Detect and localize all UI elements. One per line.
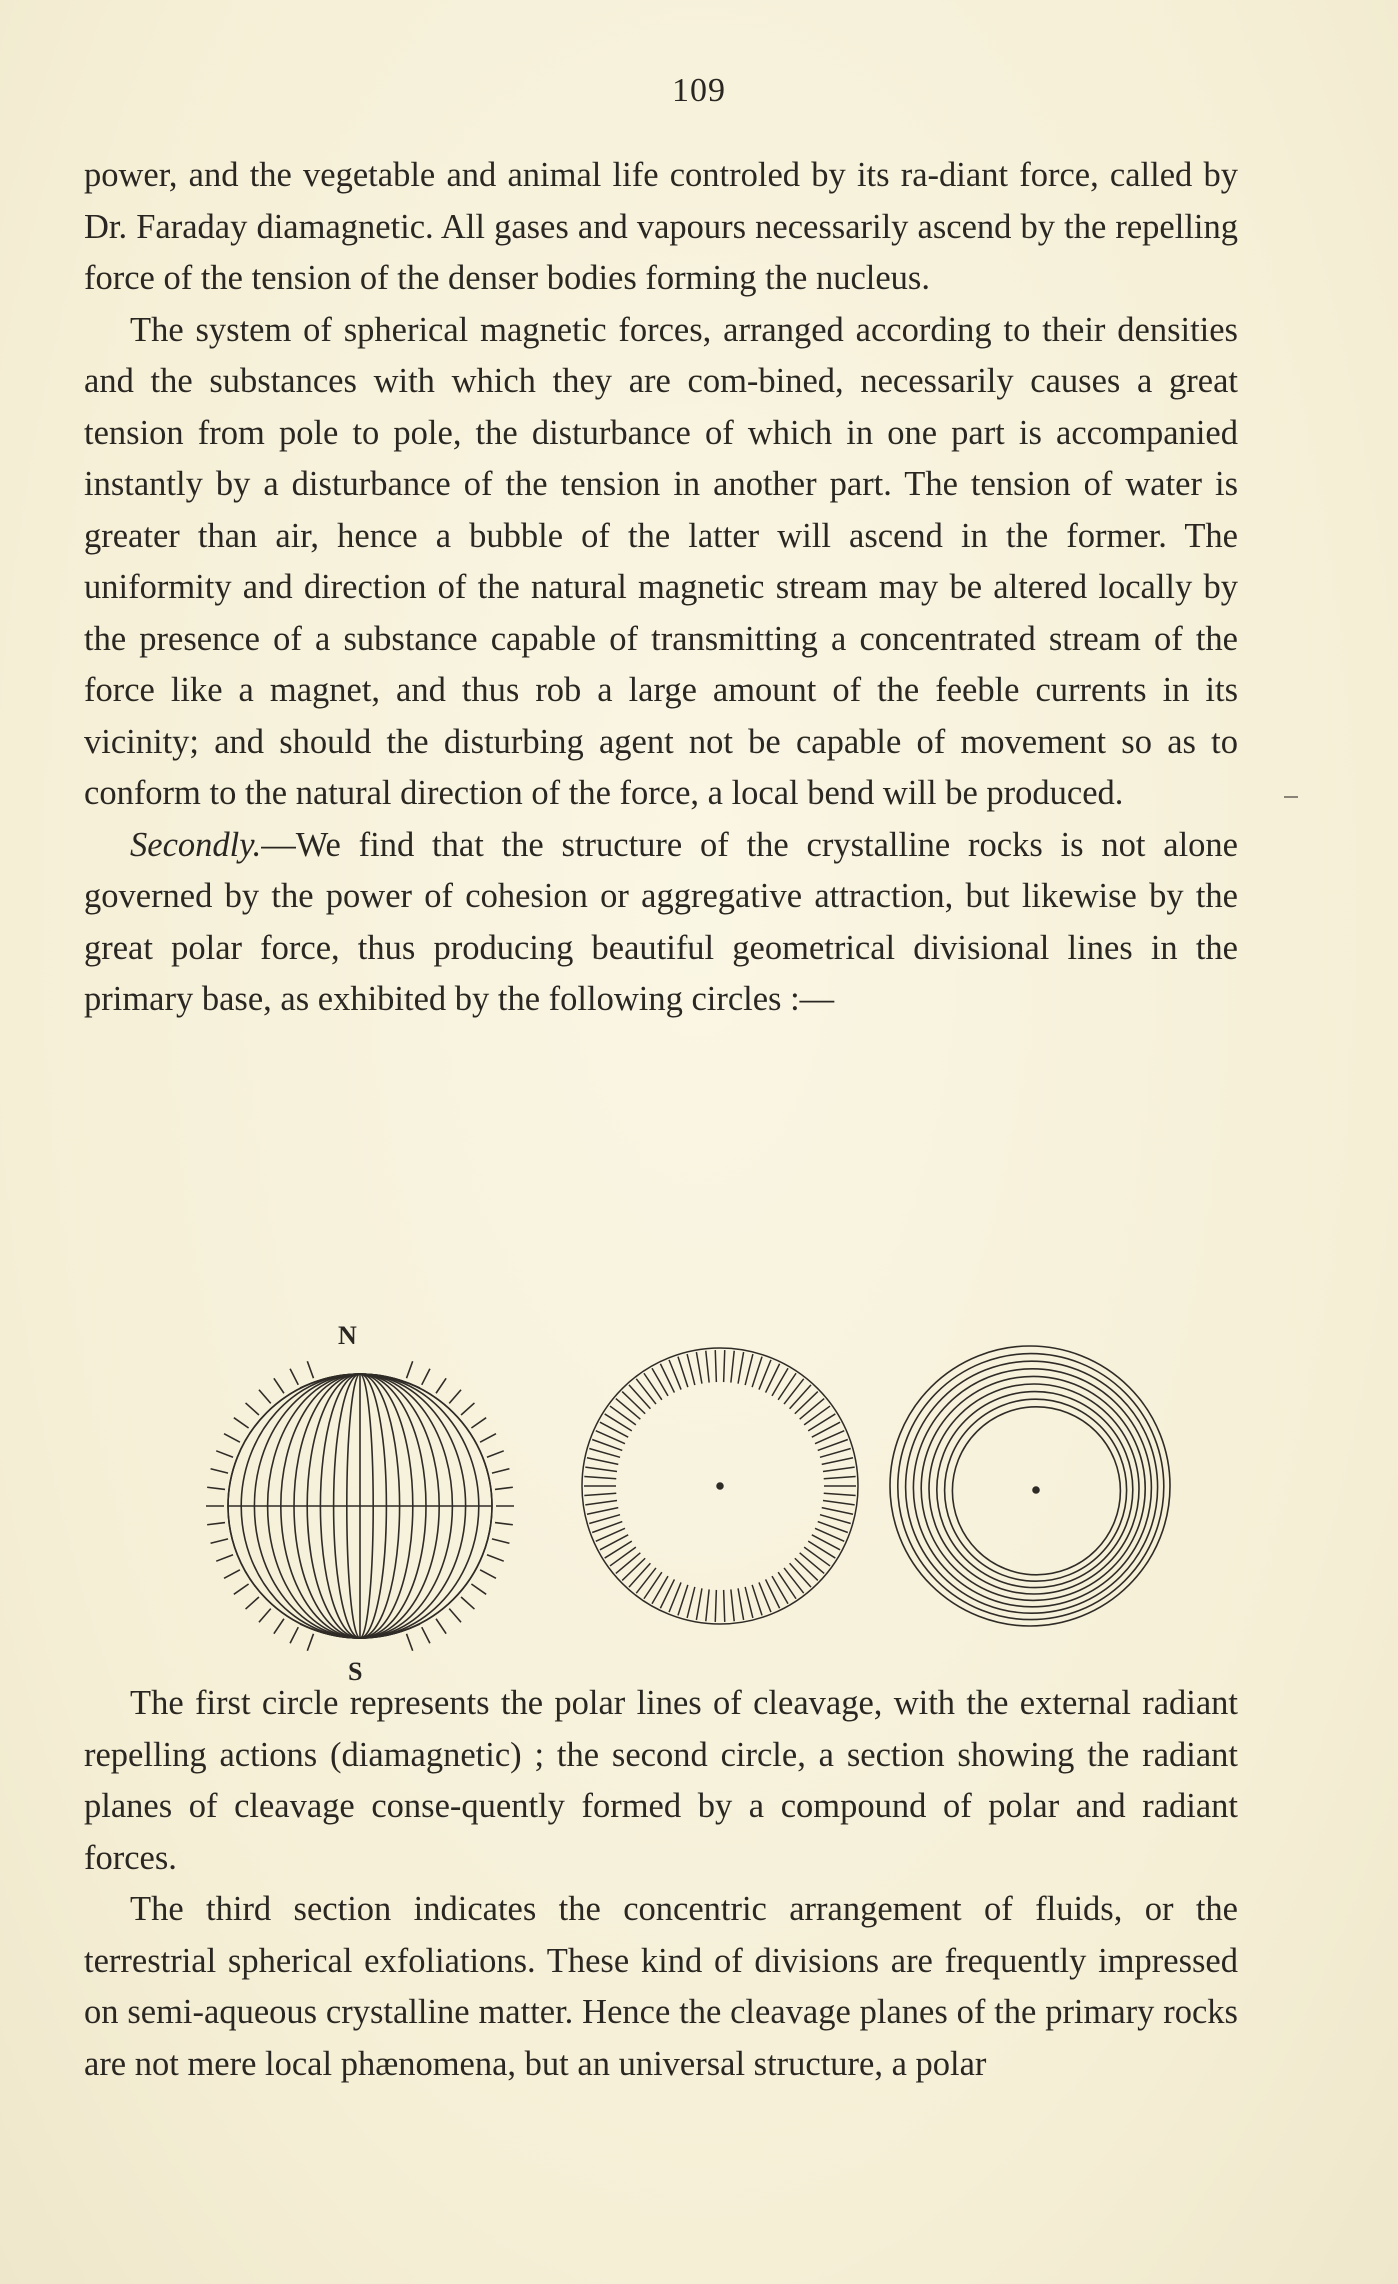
radiant-plane-line bbox=[706, 1351, 709, 1383]
radiant-plane-line bbox=[589, 1449, 620, 1458]
upper-text-block bbox=[84, 150, 1238, 1026]
radiant-plane-line bbox=[822, 1508, 853, 1515]
radiant-plane-line bbox=[584, 1493, 616, 1495]
radiant-hatch-line bbox=[436, 1378, 446, 1393]
radiant-plane-line bbox=[636, 1568, 656, 1593]
radiant-hatch-line bbox=[211, 1539, 228, 1543]
radiant-hatch-line bbox=[495, 1523, 513, 1525]
radiant-hatch-line bbox=[480, 1570, 496, 1578]
radiant-plane-line bbox=[820, 1515, 851, 1524]
radiant-plane-line bbox=[678, 1585, 688, 1615]
radiant-plane-line bbox=[800, 1553, 825, 1574]
radiant-hatch-line bbox=[307, 1634, 313, 1651]
radiant-plane-line bbox=[629, 1563, 650, 1587]
concentric-ring bbox=[913, 1369, 1151, 1607]
radiant-plane-line bbox=[772, 1368, 788, 1396]
radiant-hatch-line bbox=[234, 1418, 249, 1428]
radiant-plane-line bbox=[724, 1590, 725, 1622]
radiant-plane-line bbox=[616, 1553, 641, 1574]
paragraph-magnetic-forces: The system of spherical magnetic forces, arranged according to their densities and the substances with which they are com-bined, necessarily causes a great tension from pole to pole, the disturbance of which in one part is accompanied instantly by a disturbance of the tension in another part. The tension of water is greater than air, hence a bubble of the latter will ascend in the former. The uniformity and direction of the natural magnetic stream may be altered locally by the presence of a substance capable of transmitting a concentrated stream of the force like a magnet, and thus rob a large amount of the feeble currents in its vicinity; and should the disturbing agent not be capable of movement so as to conform to the natural direction of the force, a local bend will be produced. bbox=[84, 310, 1238, 812]
radiant-plane-line bbox=[738, 1588, 744, 1620]
radiant-hatch-line bbox=[471, 1418, 486, 1428]
radiant-hatch-line bbox=[495, 1487, 513, 1489]
radiant-plane-line bbox=[778, 1373, 796, 1400]
radiant-plane-line bbox=[616, 1399, 641, 1420]
radiant-center-dot bbox=[717, 1483, 723, 1489]
radiant-hatch-line bbox=[207, 1523, 225, 1525]
radiant-hatch-line bbox=[422, 1627, 430, 1643]
concentric-circle-drawing bbox=[880, 1336, 1180, 1636]
radiant-plane-line bbox=[745, 1354, 753, 1385]
radiant-plane-line bbox=[731, 1351, 734, 1383]
radiant-plane-line bbox=[696, 1352, 702, 1384]
radiant-plane-line bbox=[715, 1590, 716, 1622]
radiant-plane-line bbox=[822, 1458, 853, 1465]
radiant-hatch-line bbox=[216, 1555, 233, 1561]
radiant-plane-line bbox=[824, 1477, 856, 1479]
radiant-hatch-line bbox=[290, 1369, 298, 1385]
radiant-plane-line bbox=[800, 1399, 825, 1420]
page-number: 109 bbox=[672, 72, 726, 109]
radiant-hatch-line bbox=[234, 1584, 249, 1594]
radiant-hatch-line bbox=[487, 1451, 504, 1457]
polar-cleavage-circle-drawing bbox=[180, 1316, 540, 1686]
radiant-plane-line bbox=[652, 1368, 668, 1396]
radiant-hatch-line bbox=[471, 1584, 486, 1594]
radiant-plane-line bbox=[804, 1547, 830, 1566]
concentric-center-dot bbox=[1033, 1487, 1039, 1493]
radiant-hatch-line bbox=[480, 1434, 496, 1442]
radiant-hatch-line bbox=[259, 1390, 271, 1404]
radiant-plane-line bbox=[629, 1385, 650, 1409]
radiant-plane-line bbox=[636, 1379, 656, 1404]
secondly-lead: Secondly. bbox=[130, 825, 262, 864]
radiant-plane-line bbox=[823, 1467, 855, 1471]
radiant-plane-line bbox=[706, 1589, 709, 1621]
radiant-plane-line bbox=[823, 1500, 855, 1504]
paragraph-continued: power, and the vegetable and animal life controled by its ra-diant force, called by Dr. Faraday diamagnetic. All gases and vapours necessarily ascend by the repelling force of the tension of the denser bodies forming the nucleus. bbox=[84, 156, 1238, 297]
radiant-plane-line bbox=[585, 1467, 617, 1471]
radiant-plane-line bbox=[589, 1515, 620, 1524]
radiant-hatch-line bbox=[224, 1570, 240, 1578]
radiant-hatch-line bbox=[207, 1487, 225, 1489]
paragraph-secondly bbox=[84, 820, 1238, 1026]
radiant-plane-line bbox=[738, 1352, 744, 1384]
radiant-plane-line bbox=[678, 1357, 688, 1387]
radiant-plane-line bbox=[715, 1350, 716, 1382]
radiant-plane-line bbox=[772, 1576, 788, 1604]
radiant-cleavage-circle bbox=[570, 1336, 870, 1636]
radiant-hatch-line bbox=[461, 1597, 474, 1609]
radiant-plane-line bbox=[605, 1414, 632, 1431]
radiant-hatch-line bbox=[259, 1609, 271, 1623]
radiant-hatch-line bbox=[436, 1619, 446, 1634]
paragraph-third-section: The third section indicates the concentric arrangement of fluids, or the terrestrial spherical exfoliations. These kind of divisions are frequently impressed on semi-aqueous crystalline matter. Hence the cleavage planes of the primary rocks are not mere local phænomena, but an universal structure, a polar bbox=[84, 1890, 1238, 2083]
circles-figure bbox=[180, 1316, 1180, 1686]
radiant-plane-line bbox=[804, 1406, 830, 1425]
radiant-cleavage-circle-drawing bbox=[570, 1336, 870, 1636]
concentric-ring bbox=[898, 1354, 1164, 1620]
radiant-plane-line bbox=[778, 1572, 796, 1599]
radiant-hatch-line bbox=[422, 1369, 430, 1385]
radiant-hatch-line bbox=[290, 1627, 298, 1643]
concentric-circle bbox=[880, 1336, 1180, 1636]
secondly-text: —We find that the structure of the crystalline rocks is not alone governed by the power of cohesion or aggregative attraction, but likewise by the great polar force, thus producing beautiful geometrical divisional lines in the primary base, as exhibited by the following circles :— bbox=[84, 825, 1238, 1018]
paragraph-first-circle: The first circle represents the polar lines of cleavage, with the external radiant repelling actions (diamagnetic) ; the second circle, a section showing the radiant planes of cleavage conse-quently formed by a compound of polar and radiant forces. bbox=[84, 1684, 1238, 1877]
radiant-plane-line bbox=[696, 1588, 702, 1620]
radiant-plane-line bbox=[644, 1572, 662, 1599]
radiant-plane-line bbox=[652, 1576, 668, 1604]
radiant-hatch-line bbox=[224, 1434, 240, 1442]
radiant-plane-line bbox=[784, 1379, 804, 1404]
radiant-hatch-line bbox=[216, 1451, 233, 1457]
radiant-hatch-line bbox=[211, 1469, 228, 1473]
radiant-plane-line bbox=[795, 1392, 818, 1414]
radiant-hatch-line bbox=[461, 1403, 474, 1415]
radiant-plane-line bbox=[584, 1477, 616, 1479]
concentric-ring bbox=[890, 1346, 1170, 1626]
radiant-plane-line bbox=[687, 1354, 695, 1385]
radiant-plane-line bbox=[724, 1350, 725, 1382]
radiant-plane-line bbox=[808, 1414, 835, 1431]
radiant-hatch-line bbox=[274, 1378, 284, 1393]
radiant-plane-line bbox=[587, 1508, 618, 1515]
radiant-plane-line bbox=[610, 1547, 636, 1566]
radiant-hatch-line bbox=[492, 1539, 509, 1543]
radiant-hatch-line bbox=[407, 1634, 413, 1651]
radiant-plane-line bbox=[610, 1406, 636, 1425]
radiant-hatch-line bbox=[487, 1555, 504, 1561]
radiant-plane-line bbox=[784, 1568, 804, 1593]
radiant-plane-line bbox=[824, 1493, 856, 1495]
radiant-plane-line bbox=[752, 1585, 762, 1615]
polar-cleavage-circle bbox=[180, 1316, 540, 1686]
radiant-plane-line bbox=[745, 1587, 753, 1618]
radiant-plane-line bbox=[731, 1589, 734, 1621]
south-pole-label: S bbox=[348, 1657, 363, 1686]
radiant-plane-line bbox=[752, 1357, 762, 1387]
lower-text-block bbox=[84, 1678, 1238, 2090]
radiant-hatch-line bbox=[492, 1469, 509, 1473]
radiant-hatch-line bbox=[449, 1390, 461, 1404]
radiant-plane-line bbox=[587, 1458, 618, 1465]
radiant-hatch-line bbox=[246, 1403, 259, 1415]
radiant-plane-line bbox=[687, 1587, 695, 1618]
radiant-plane-line bbox=[644, 1373, 662, 1400]
radiant-plane-line bbox=[820, 1449, 851, 1458]
radiant-plane-line bbox=[585, 1500, 617, 1504]
radiant-plane-line bbox=[790, 1563, 811, 1587]
radiant-hatch-line bbox=[307, 1361, 313, 1378]
radiant-plane-line bbox=[622, 1558, 645, 1580]
radiant-hatch-line bbox=[274, 1619, 284, 1634]
margin-mark bbox=[1284, 796, 1298, 798]
radiant-plane-line bbox=[790, 1385, 811, 1409]
radiant-hatch-line bbox=[449, 1609, 461, 1623]
radiant-plane-line bbox=[808, 1541, 835, 1558]
radiant-plane-line bbox=[622, 1392, 645, 1414]
radiant-plane-line bbox=[605, 1541, 632, 1558]
radiant-plane-line bbox=[795, 1558, 818, 1580]
north-pole-label: N bbox=[338, 1321, 357, 1350]
radiant-hatch-line bbox=[246, 1597, 259, 1609]
radiant-hatch-line bbox=[407, 1361, 413, 1378]
